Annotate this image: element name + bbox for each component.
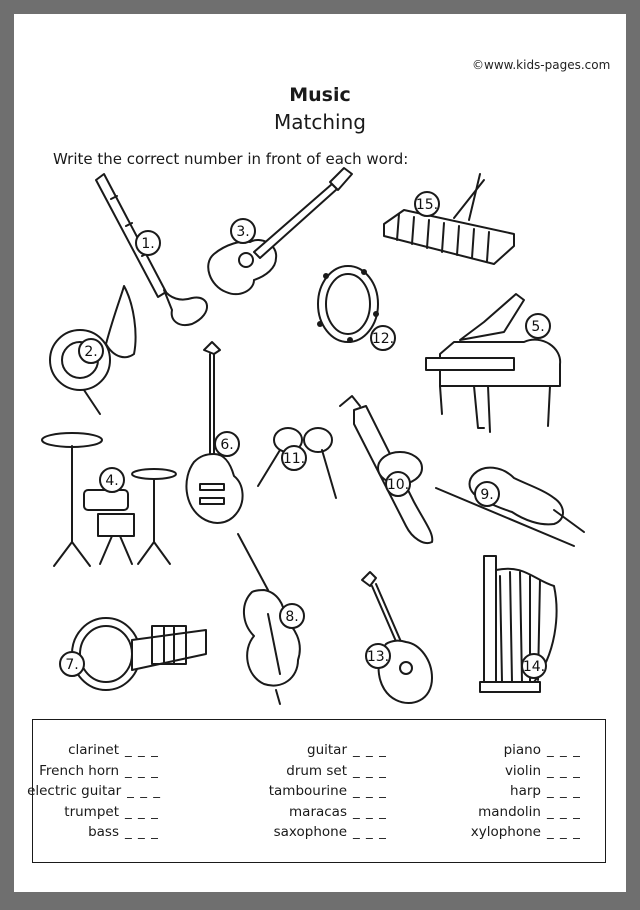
answer-blank[interactable]: _ _ _ <box>353 762 387 779</box>
word-row: piano _ _ _ <box>433 740 583 761</box>
answer-blank[interactable]: _ _ _ <box>125 762 159 779</box>
number-label: 7. <box>65 657 79 673</box>
word-row: drum set _ _ _ <box>233 761 389 782</box>
harp-icon <box>480 556 557 692</box>
violin-icon <box>436 468 584 546</box>
word-column-2 <box>233 740 389 843</box>
word-row: electric guitar _ _ _ <box>33 781 161 802</box>
word-list-box <box>27 719 606 863</box>
trumpet-icon <box>60 618 206 690</box>
number-label: 8. <box>285 609 299 625</box>
word-row: xylophone _ _ _ <box>433 822 583 843</box>
answer-blank[interactable]: _ _ _ <box>547 803 581 820</box>
word-row: French horn _ _ _ <box>33 761 161 782</box>
number-label: 10. <box>386 477 410 493</box>
word-row: maracas _ _ _ <box>233 802 389 823</box>
number-label: 15. <box>415 197 439 213</box>
answer-blank[interactable]: _ _ _ <box>547 824 581 840</box>
clarinet-icon <box>96 174 207 325</box>
word-column-1 <box>27 740 161 843</box>
drum-set-icon <box>42 433 176 566</box>
instrument-illustrations <box>14 14 626 714</box>
saxophone-icon <box>340 396 432 543</box>
word-row: violin _ _ _ <box>433 761 583 782</box>
answer-blank[interactable]: _ _ _ <box>547 742 581 758</box>
worksheet-page <box>14 14 626 892</box>
answer-blank[interactable]: _ _ _ <box>353 803 387 820</box>
answer-blank[interactable]: _ _ _ <box>353 783 387 799</box>
electric-guitar-icon <box>186 342 242 523</box>
word-row: saxophone _ _ _ <box>233 822 389 843</box>
tambourine-icon <box>317 266 395 350</box>
number-label: 13. <box>366 649 390 665</box>
answer-blank[interactable]: _ _ _ <box>127 783 161 799</box>
answer-blank[interactable]: _ _ _ <box>547 783 581 799</box>
number-label: 12. <box>371 331 395 347</box>
xylophone-icon <box>384 174 514 264</box>
word-row: guitar _ _ _ <box>233 740 389 761</box>
bass-icon <box>238 534 304 704</box>
instruction-text: Write the correct number in front of each word: <box>53 150 409 168</box>
maracas-icon <box>258 428 336 498</box>
piano-icon <box>426 294 560 432</box>
answer-blank[interactable]: _ _ _ <box>125 824 159 840</box>
number-label: 3. <box>236 224 250 240</box>
number-label: 2. <box>84 344 98 360</box>
number-label: 11. <box>282 451 306 467</box>
french-horn-icon <box>50 286 136 414</box>
word-row: clarinet _ _ _ <box>33 740 161 761</box>
word-row: trumpet _ _ _ <box>33 802 161 823</box>
word-row: bass _ _ _ <box>33 822 161 843</box>
word-row: harp _ _ _ <box>433 781 583 802</box>
answer-blank[interactable]: _ _ _ <box>547 762 581 779</box>
number-label: 1. <box>141 236 155 252</box>
number-label: 14. <box>522 659 546 675</box>
word-row: mandolin _ _ _ <box>433 802 583 823</box>
copyright-notice: ©www.kids-pages.com <box>472 58 611 72</box>
word-column-3 <box>433 740 583 843</box>
number-label: 5. <box>531 319 545 335</box>
page-subtitle: Matching <box>274 110 366 134</box>
word-row: tambourine _ _ _ <box>233 781 389 802</box>
answer-blank[interactable]: _ _ _ <box>353 824 387 840</box>
mandolin-icon <box>362 572 432 703</box>
answer-blank[interactable]: _ _ _ <box>125 803 159 820</box>
answer-blank[interactable]: _ _ _ <box>125 742 159 758</box>
answer-blank[interactable]: _ _ _ <box>353 742 387 758</box>
number-label: 4. <box>105 473 119 489</box>
number-label: 6. <box>220 437 234 453</box>
number-label: 9. <box>480 487 494 503</box>
page-title: Music <box>289 84 351 106</box>
